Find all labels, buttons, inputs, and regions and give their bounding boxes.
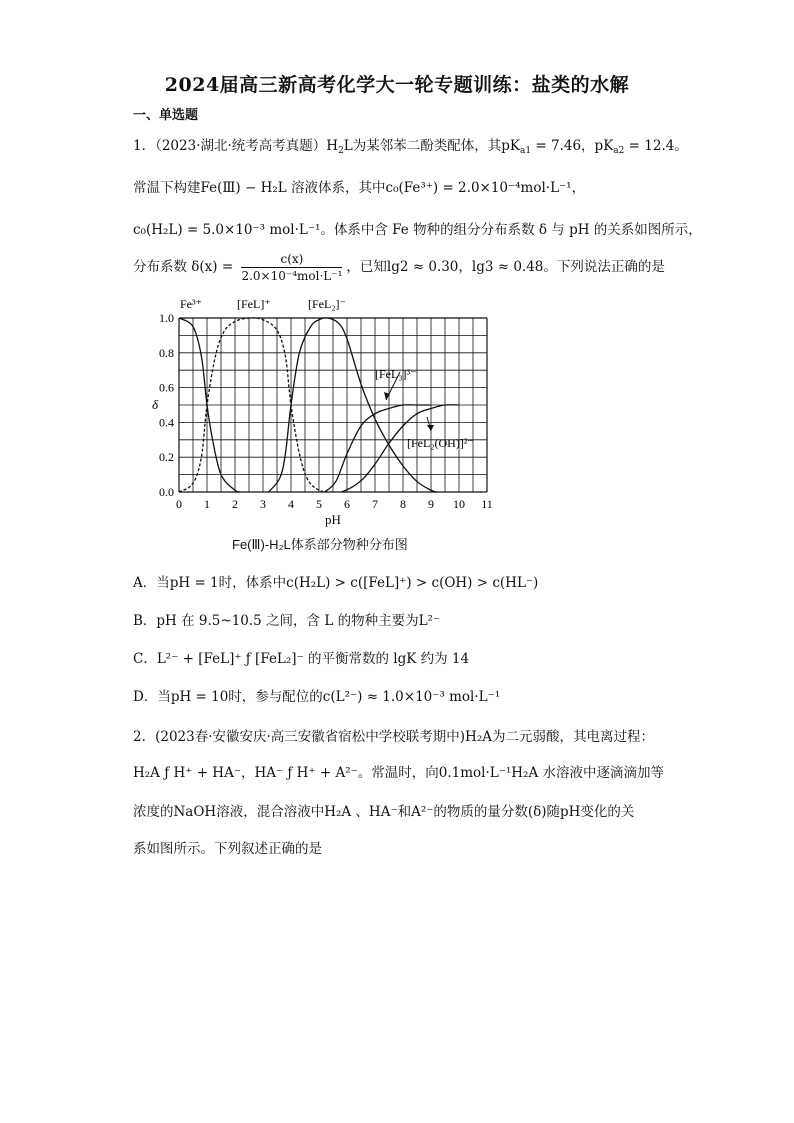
distribution-chart xyxy=(150,290,495,530)
x-tick-label: 2 xyxy=(232,497,238,511)
x-tick-label: 3 xyxy=(260,497,266,511)
document-title: 2024届高三新高考化学大一轮专题训练：盐类的水解 xyxy=(164,74,630,96)
q1-line4 xyxy=(133,252,665,283)
arrowhead-fel2oh xyxy=(427,425,434,431)
q2-line2: H₂A ƒ H⁺ + HA⁻，HA⁻ ƒ H⁺ + A²⁻。常温时，向0.1mol·L⁻¹H₂A 水溶液中逐滴滴加等 xyxy=(133,765,664,781)
x-tick-label: 1 xyxy=(204,497,210,511)
label-fel: [FeL]⁺ xyxy=(237,297,271,311)
x-tick-label: 8 xyxy=(400,497,406,511)
y-tick-label: 0.0 xyxy=(159,485,174,499)
option-d: D．当pH = 10时，参与配位的c(L²⁻) ≈ 1.0×10⁻³ mol·L⁻¹ xyxy=(133,689,501,705)
q1-sub-2: 2 xyxy=(338,146,344,156)
q1-line4-a: 分布系数 δ(x) = xyxy=(133,259,238,275)
q1-ka2: a2 xyxy=(613,146,625,156)
x-tick-label: 6 xyxy=(344,497,350,511)
label-fel2: [FeL₂]⁻ xyxy=(308,297,346,311)
q1-line1 xyxy=(133,134,688,156)
x-tick-label: 10 xyxy=(453,497,465,511)
x-tick-label: 4 xyxy=(288,497,294,511)
x-tick-label: 0 xyxy=(176,497,182,511)
x-axis-label: pH xyxy=(325,512,341,527)
label-fel3: [FeL₃]³⁻ xyxy=(375,367,417,381)
distribution-fraction xyxy=(241,252,342,283)
q1-line1-d: = 12.4。 xyxy=(624,138,688,154)
y-tick-label: 0.2 xyxy=(159,450,174,465)
section-heading: 一、单选题 xyxy=(133,108,199,123)
q1-line4-b: ，已知lg2 ≈ 0.30，lg3 ≈ 0.48。下列说法正确的是 xyxy=(346,259,665,275)
q1-line1-a: 1．（2023·湖北·统考高考真题）H xyxy=(133,138,339,154)
option-c: C．L²⁻ + [FeL]⁺ ƒ [FeL₂]⁻ 的平衡常数的 lgK 约为 14 xyxy=(133,651,470,667)
y-tick-label: 0.6 xyxy=(159,380,174,395)
y-axis-label: δ xyxy=(152,397,159,412)
q1-line2: 常温下构建Fe(Ⅲ) − H₂L 溶液体系，其中c₀(Fe³⁺) = 2.0×10⁻⁴mol·L⁻¹， xyxy=(133,180,586,196)
q2-line4: 系如图所示。下列叙述正确的是 xyxy=(133,841,322,857)
x-tick-label: 7 xyxy=(372,497,378,511)
figure-caption: Fe(Ⅲ)-H₂L体系部分物种分布图 xyxy=(232,537,408,552)
y-tick-label: 0.8 xyxy=(159,345,174,360)
x-tick-label: 9 xyxy=(428,497,434,511)
q1-line1-c: = 7.46，pK xyxy=(531,138,614,154)
x-tick-label: 5 xyxy=(316,497,322,511)
label-fe3: Fe³⁺ xyxy=(180,297,202,311)
option-b: B．pH 在 9.5~10.5 之间，含 L 的物种主要为L²⁻ xyxy=(133,613,441,629)
q1-line3: c₀(H₂L) = 5.0×10⁻³ mol·L⁻¹。体系中含 Fe 物种的组分分布系数 δ 与 pH 的关系如图所示， xyxy=(133,222,702,238)
x-tick-label: 11 xyxy=(481,497,493,511)
chart-grid xyxy=(179,318,487,492)
fraction-numerator: c(x) xyxy=(241,252,342,268)
y-tick-label: 1.0 xyxy=(159,311,174,325)
q2-line3: 浓度的NaOH溶液，混合溶液中H₂A 、HA⁻和A²⁻的物质的量分数(δ)随pH变化的关 xyxy=(133,804,635,820)
q1-line1-b: L为某邻苯二酚类配体，其pK xyxy=(343,138,520,154)
q2-line1: 2．(2023春·安徽安庆·高三安徽省宿松中学校联考期中)H₂A为二元弱酸，其电离过程： xyxy=(133,729,654,745)
chart-ticks xyxy=(159,311,493,511)
option-a: A．当pH = 1时，体系中c(H₂L) > c([FeL]⁺) > c(OH) > c(HL⁻) xyxy=(133,575,539,591)
y-tick-label: 0.4 xyxy=(159,415,174,430)
fraction-denominator: 2.0×10⁻⁴mol·L⁻¹ xyxy=(241,269,343,283)
q1-ka1: a1 xyxy=(520,146,532,156)
label-fel2oh: [FeL₂(OH)]²⁻ xyxy=(407,436,474,450)
